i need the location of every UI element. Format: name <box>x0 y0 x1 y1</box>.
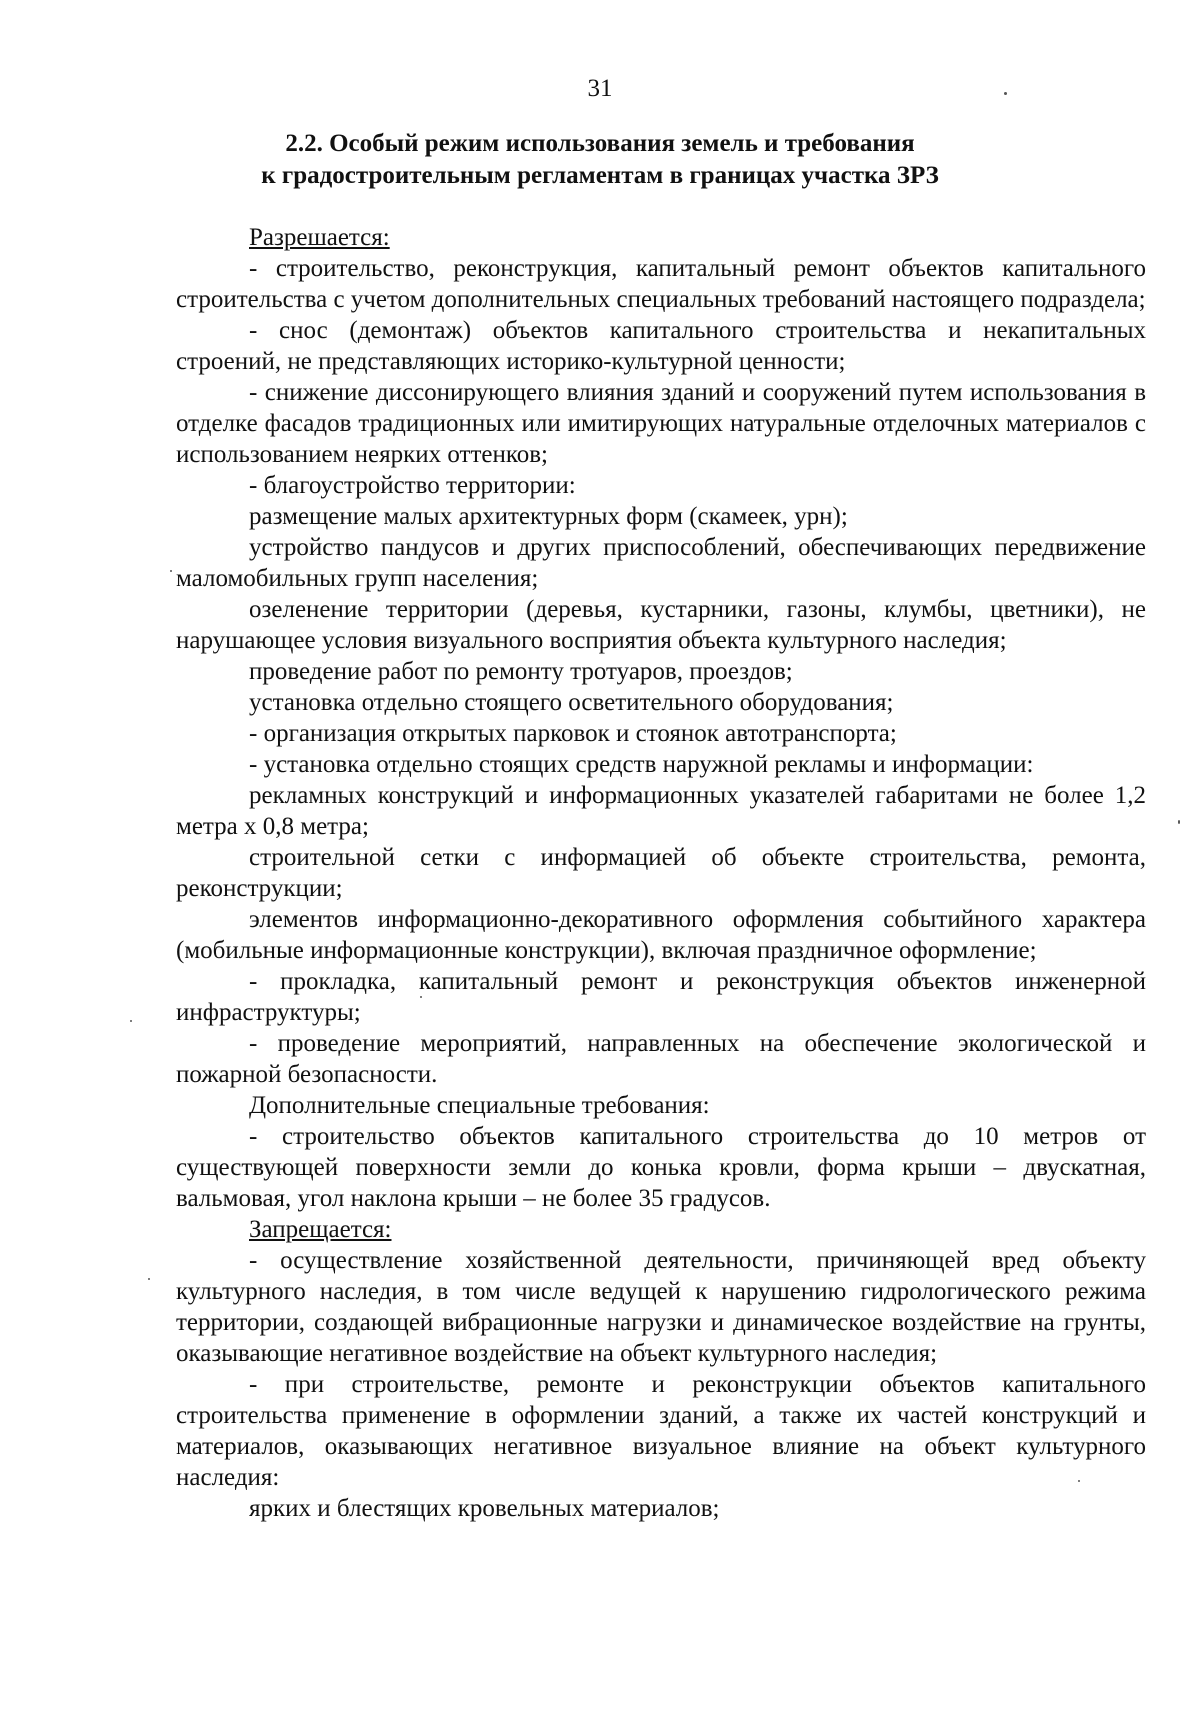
page-number: 31 <box>587 75 613 102</box>
paragraph-text: проведение работ по ремонту тротуаров, проездов; <box>249 658 793 685</box>
paragraph <box>176 532 1146 594</box>
paragraph-text: Запрещается: <box>249 1216 392 1243</box>
scan-speck <box>130 1020 132 1022</box>
paragraph-text: Разрешается: <box>249 224 390 251</box>
paragraph-text: - проведение мероприятий, направленных на обеспечение экологической и пожарной безопасности. <box>176 1030 1146 1088</box>
section-label <box>176 1214 1146 1245</box>
paragraph-text: строительной сетки с информацией об объекте строительства, ремонта, реконструкции; <box>176 844 1146 902</box>
paragraph <box>176 780 1146 842</box>
paragraph <box>176 749 1146 780</box>
section-label <box>176 222 1146 253</box>
scan-speck <box>420 996 422 998</box>
paragraph <box>176 1369 1146 1493</box>
paragraph-text: - благоустройство территории: <box>249 472 576 499</box>
scan-speck <box>170 570 172 572</box>
paragraph-text: установка отдельно стоящего осветительного оборудования; <box>249 689 894 716</box>
scan-speck <box>1178 820 1180 824</box>
paragraph <box>176 315 1146 377</box>
section-heading <box>0 128 1200 192</box>
paragraph-text: - осуществление хозяйственной деятельности, причиняющей вред объекту культурного наследия, в том числе ведущей к нарушению гидрологического режима территории, создающей вибрационные нагрузки и динамическое воздействие на грунты, оказывающие негативное воздействие на объект культурного наследия; <box>176 1247 1146 1367</box>
paragraph <box>176 842 1146 904</box>
paragraph-text: размещение малых архитектурных форм (скамеек, урн); <box>249 503 848 530</box>
paragraph <box>176 253 1146 315</box>
scan-speck <box>1004 92 1007 95</box>
heading-line-2: к градостроительным регламентам в границах участка ЗРЗ <box>261 162 939 189</box>
scan-speck <box>1078 1480 1080 1482</box>
paragraph-text: Дополнительные специальные требования: <box>249 1092 710 1119</box>
paragraph-text: озеленение территории (деревья, кустарники, газоны, клумбы, цветники), не нарушающее условия визуального восприятия объекта культурного наследия; <box>176 596 1146 654</box>
paragraph <box>176 904 1146 966</box>
paragraph-text: - снижение диссонирующего влияния зданий и сооружений путем использования в отделке фасадов традиционных или имитирующих натуральные отделочных материалов с использованием неярких оттенков; <box>176 379 1146 468</box>
paragraph <box>176 1028 1146 1090</box>
paragraph-text: устройство пандусов и других приспособлений, обеспечивающих передвижение маломобильных групп населения; <box>176 534 1146 592</box>
paragraph <box>176 1245 1146 1369</box>
paragraph-text: - установка отдельно стоящих средств наружной рекламы и информации: <box>249 751 1034 778</box>
paragraph-text: - строительство объектов капитального строительства до 10 метров от существующей поверхности земли до конька кровли, форма крыши – двускатная, вальмовая, угол наклона крыши – не более 35 градусов. <box>176 1123 1146 1212</box>
paragraph-text: - прокладка, капитальный ремонт и реконструкция объектов инженерной инфраструктуры; <box>176 968 1146 1026</box>
paragraph <box>176 656 1146 687</box>
paragraph-text: ярких и блестящих кровельных материалов; <box>249 1495 720 1522</box>
paragraph-text: - при строительстве, ремонте и реконструкции объектов капитального строительства применение в оформлении зданий, а также их частей конструкций и материалов, оказывающих негативное визуальное влияние на объект культурного наследия: <box>176 1371 1146 1491</box>
paragraph <box>176 1493 1146 1524</box>
paragraph <box>176 594 1146 656</box>
scan-speck <box>148 1278 150 1280</box>
paragraph-text: рекламных конструкций и информационных указателей габаритами не более 1,2 метра х 0,8 метра; <box>176 782 1146 840</box>
paragraph-text: - снос (демонтаж) объектов капитального строительства и некапитальных строений, не представляющих историко-культурной ценности; <box>176 317 1146 375</box>
heading-line-1: 2.2. Особый режим использования земель и требования <box>285 130 915 157</box>
paragraph <box>176 501 1146 532</box>
paragraph <box>176 377 1146 470</box>
paragraph-text: - организация открытых парковок и стоянок автотранспорта; <box>249 720 897 747</box>
paragraph <box>176 1090 1146 1121</box>
paragraph-text: элементов информационно-декоративного оформления событийного характера (мобильные информационные конструкции), включая праздничное оформление; <box>176 906 1146 964</box>
paragraph <box>176 687 1146 718</box>
paragraph <box>176 1121 1146 1214</box>
paragraph <box>176 470 1146 501</box>
paragraph <box>176 966 1146 1028</box>
paragraph <box>176 718 1146 749</box>
paragraph-text: - строительство, реконструкция, капитальный ремонт объектов капитального строительства с учетом дополнительных специальных требований настоящего подраздела; <box>176 255 1146 313</box>
document-body <box>176 222 1146 1524</box>
